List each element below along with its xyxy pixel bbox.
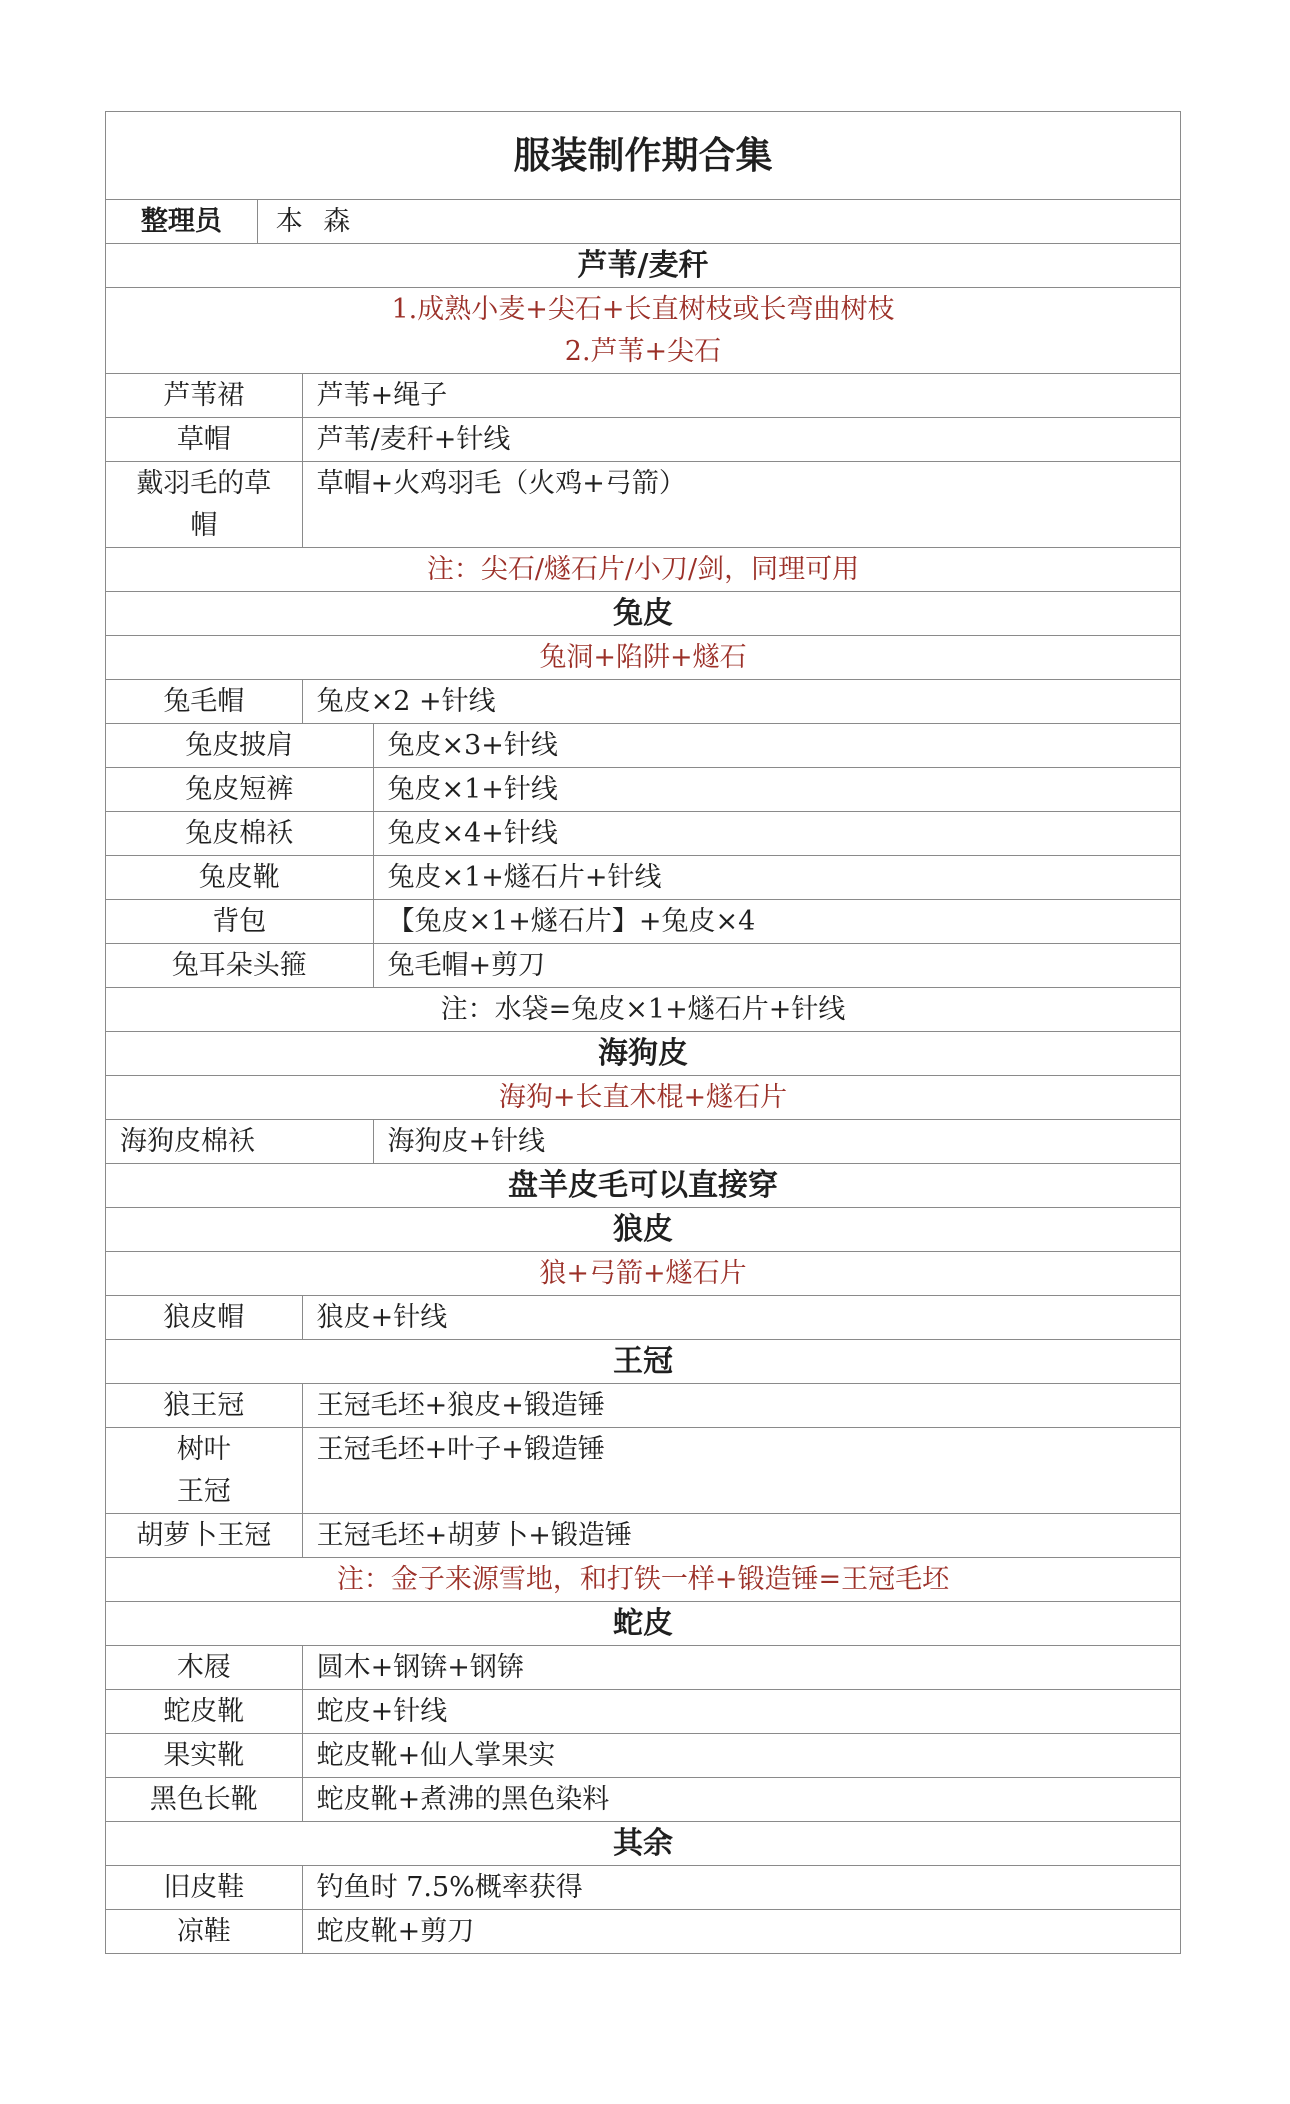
table-row: [106, 373, 1180, 417]
item-recipe: 兔毛帽+剪刀: [387, 949, 546, 981]
table-row: [106, 1119, 1180, 1163]
section-title: 海狗皮: [598, 1035, 688, 1071]
section-header-rabbit: [106, 591, 1180, 635]
item-recipe: 蛇皮靴+剪刀: [316, 1915, 475, 1947]
item-recipe: 海狗皮+针线: [387, 1125, 546, 1157]
table-row: [106, 899, 1180, 943]
item-recipe: 兔皮×2 +针线: [316, 685, 496, 717]
source-line-1: 1.成熟小麦+尖石+长直树枝或长弯曲树枝: [391, 293, 895, 325]
table-row: [106, 461, 1180, 547]
item-name: 背包: [106, 900, 374, 943]
item-name: 木屐: [106, 1646, 303, 1689]
table-row: [106, 1383, 1180, 1427]
table-row: [106, 811, 1180, 855]
item-recipe: 狼皮+针线: [316, 1301, 448, 1333]
item-name: 兔皮靴: [106, 856, 374, 899]
item-recipe: 王冠毛坯+胡萝卜+锻造锤: [316, 1519, 632, 1551]
section-header-snake: [106, 1601, 1180, 1645]
table-row: [106, 679, 1180, 723]
title-row: [106, 112, 1180, 199]
source-text: 兔洞+陷阱+燧石: [539, 641, 747, 673]
section-header-other: [106, 1821, 1180, 1865]
table-row: [106, 1777, 1180, 1821]
item-recipe: 王冠毛坯+叶子+锻造锤: [316, 1434, 605, 1465]
section-title: 兔皮: [613, 595, 673, 631]
item-recipe: 兔皮×3+针线: [387, 729, 558, 761]
source-text: 海狗+长直木棍+燧石片: [498, 1081, 788, 1113]
item-recipe: 蛇皮+针线: [316, 1695, 448, 1727]
table-row: [106, 1689, 1180, 1733]
item-name: 黑色长靴: [106, 1778, 303, 1821]
item-recipe: 圆木+钢锛+钢锛: [316, 1651, 524, 1683]
item-name: 果实靴: [106, 1734, 303, 1777]
note-text: 注：水袋=兔皮×1+燧石片+针线: [440, 993, 846, 1025]
section-header-argali: [106, 1163, 1180, 1207]
item-name: 兔耳朵头箍: [106, 944, 374, 987]
item-name-line-1: 树叶: [176, 1433, 231, 1465]
section-title: 芦苇/麦秆: [577, 247, 709, 283]
section-title: 蛇皮: [613, 1605, 673, 1641]
table-row: [106, 1295, 1180, 1339]
item-name-line-2: 帽: [190, 509, 218, 541]
table-row: [106, 417, 1180, 461]
table-row: [106, 1733, 1180, 1777]
item-recipe: 蛇皮靴+仙人掌果实: [316, 1739, 556, 1771]
table-row: [106, 1513, 1180, 1557]
table-row: [106, 1909, 1180, 1953]
source-row-seal: [106, 1075, 1180, 1119]
section-title: 狼皮: [613, 1211, 673, 1247]
organizer-name: 本 森: [275, 205, 357, 237]
source-text: [106, 288, 1180, 373]
item-name: 兔皮短裤: [106, 768, 374, 811]
page-title: 服装制作期合集: [513, 133, 773, 177]
item-recipe: 兔皮×1+针线: [387, 773, 558, 805]
recipe-table: [105, 111, 1181, 1954]
table-row: [106, 1645, 1180, 1689]
organizer-label: 整理员: [106, 200, 258, 243]
note-row-crown: [106, 1557, 1180, 1601]
item-recipe: 钓鱼时 7.5%概率获得: [316, 1871, 583, 1903]
section-header-wolf: [106, 1207, 1180, 1251]
section-title: 王冠: [613, 1343, 673, 1379]
table-row: [106, 1865, 1180, 1909]
item-name: 兔皮棉袄: [106, 812, 374, 855]
source-row-wolf: [106, 1251, 1180, 1295]
source-line-2: 2.芦苇+尖石: [564, 335, 722, 367]
note-row-reed: [106, 547, 1180, 591]
source-text: 狼+弓箭+燧石片: [539, 1257, 747, 1289]
item-name: 凉鞋: [106, 1910, 303, 1953]
item-recipe: 芦苇+绳子: [316, 379, 448, 411]
item-name: 兔毛帽: [106, 680, 303, 723]
item-name: 狼皮帽: [106, 1296, 303, 1339]
table-row: [106, 1427, 1180, 1513]
section-header-seal: [106, 1031, 1180, 1075]
item-name: 兔皮披肩: [106, 724, 374, 767]
organizer-row: [106, 199, 1180, 243]
item-recipe: 【兔皮×1+燧石片】+兔皮×4: [387, 905, 756, 937]
section-title: 盘羊皮毛可以直接穿: [508, 1167, 778, 1203]
item-name: 芦苇裙: [106, 374, 303, 417]
item-name: 胡萝卜王冠: [106, 1514, 303, 1557]
item-name: 海狗皮棉袄: [106, 1120, 374, 1163]
section-header-reed: [106, 243, 1180, 287]
note-text: 注：尖石/燧石片/小刀/剑，同理可用: [426, 553, 860, 585]
table-row: [106, 943, 1180, 987]
item-name: 蛇皮靴: [106, 1690, 303, 1733]
item-recipe: 芦苇/麦秆+针线: [316, 423, 511, 455]
item-name: [106, 462, 303, 547]
item-recipe: 兔皮×4+针线: [387, 817, 558, 849]
source-row-rabbit: [106, 635, 1180, 679]
table-row: [106, 723, 1180, 767]
item-name: 旧皮鞋: [106, 1866, 303, 1909]
item-recipe: 王冠毛坯+狼皮+锻造锤: [316, 1389, 605, 1421]
item-name-line-2: 王冠: [176, 1475, 231, 1507]
item-recipe: 蛇皮靴+煮沸的黑色染料: [316, 1783, 610, 1815]
item-recipe: 兔皮×1+燧石片+针线: [387, 861, 662, 893]
section-title: 其余: [613, 1825, 673, 1861]
note-text: 注：金子来源雪地，和打铁一样+锻造锤=王冠毛坯: [336, 1563, 950, 1595]
table-row: [106, 855, 1180, 899]
item-name: 草帽: [106, 418, 303, 461]
source-row-reed: [106, 287, 1180, 373]
item-name-line-1: 戴羽毛的草: [136, 467, 272, 499]
table-row: [106, 767, 1180, 811]
item-name: [106, 1428, 303, 1513]
item-recipe: 草帽+火鸡羽毛（火鸡+弓箭）: [316, 468, 686, 499]
note-row-rabbit: [106, 987, 1180, 1031]
item-name: 狼王冠: [106, 1384, 303, 1427]
section-header-crown: [106, 1339, 1180, 1383]
